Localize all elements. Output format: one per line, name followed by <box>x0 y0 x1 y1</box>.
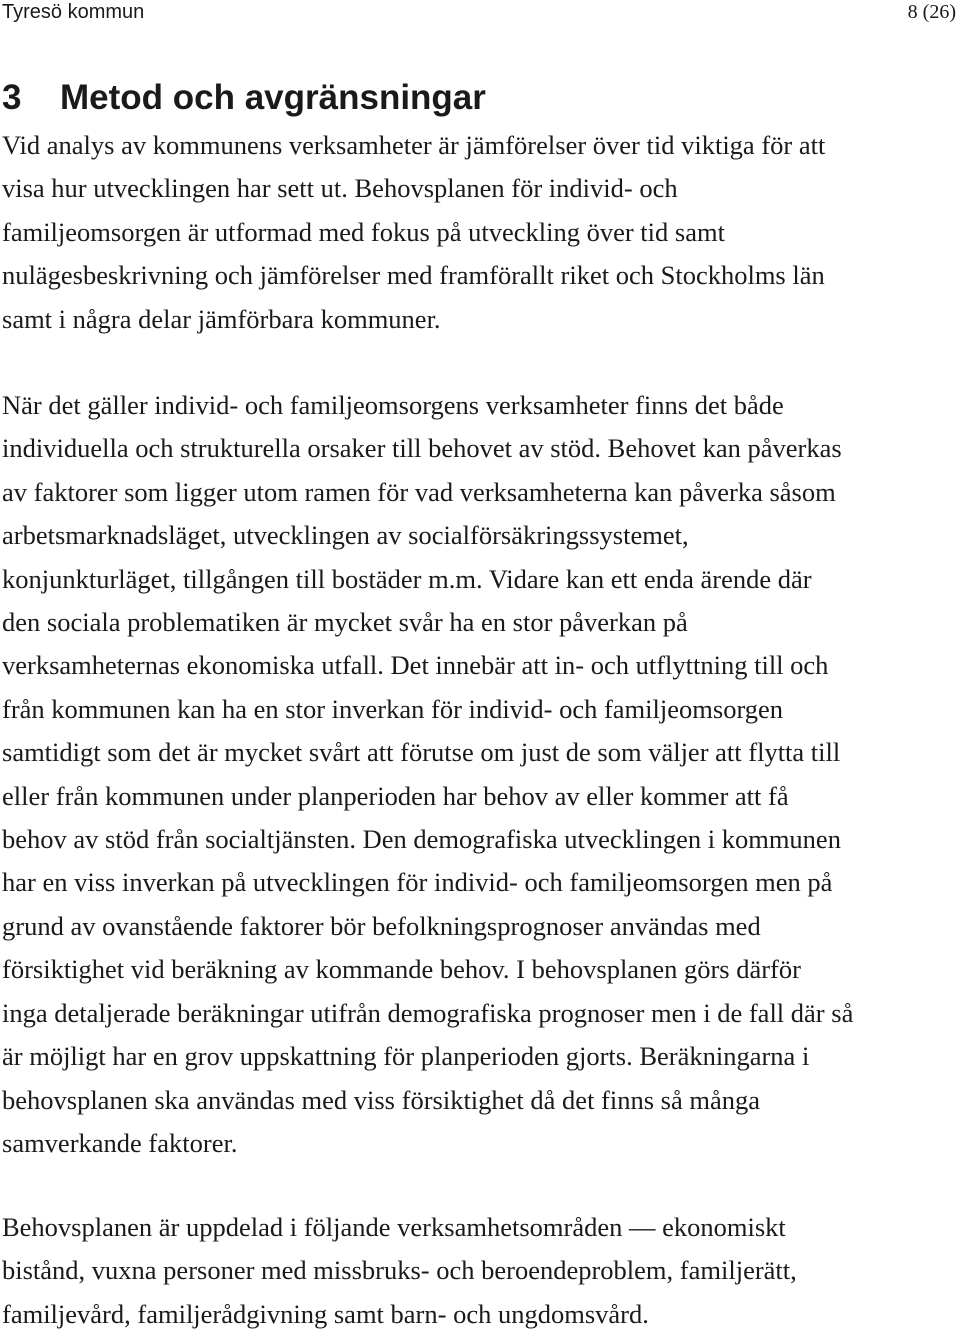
paragraph-line: familjeomsorgen är utformad med fokus på utveckling över tid samt <box>2 216 725 247</box>
paragraph-line: eller från kommunen under planperioden har behov av eller kommer att få <box>2 780 789 811</box>
paragraph-line: Vid analys av kommunens verksamheter är jämförelser över tid viktiga för att <box>2 130 826 160</box>
paragraph-line: försiktighet vid beräkning av kommande behov. I behovsplanen görs därför <box>2 954 801 985</box>
section-number: 3 <box>2 78 22 117</box>
section-title: Metod och avgränsningar <box>60 78 486 117</box>
paragraph-line: behov av stöd från socialtjänsten. Den demografiska utvecklingen i kommunen <box>2 824 841 855</box>
paragraph-line: från kommunen kan ha en stor inverkan för individ- och familjeomsorgen <box>2 693 784 724</box>
paragraph-line: är möjligt har en grov uppskattning för planperioden gjorts. Beräkningarna i <box>2 1041 810 1072</box>
paragraph-line: samverkande faktorer. <box>2 1127 238 1158</box>
paragraph-line: av faktorer som ligger utom ramen för vad verksamheterna kan påverka såsom <box>2 476 836 507</box>
header-page-number: 8 (26) <box>907 1 956 23</box>
paragraph-line: familjevård, familjerådgivning samt barn- och ungdomsvård. <box>2 1298 649 1329</box>
running-header <box>2 0 956 24</box>
paragraph-line: konjunkturläget, tillgången till bostäder m.m. Vidare kan ett enda ärende där <box>2 563 812 594</box>
paragraph-line: inga detaljerade beräkningar utifrån demografiska prognoser men i de fall där så <box>2 997 854 1028</box>
paragraph-line: samtidigt som det är mycket svårt att förutse om just de som väljer att flytta till <box>2 737 841 768</box>
paragraph-line: grund av ovanstående faktorer bör befolkningsprognoser användas med <box>2 910 761 941</box>
paragraph-line: visa hur utvecklingen har sett ut. Behovsplanen för individ- och <box>2 173 678 204</box>
paragraph-line: verksamheternas ekonomiska utfall. Det innebär att in- och utflyttning till och <box>2 650 829 681</box>
section-heading <box>2 72 486 124</box>
paragraph-method-intro <box>2 124 825 341</box>
paragraph-line: bistånd, vuxna personer med missbruks- och beroendeproblem, familjerätt, <box>2 1255 797 1286</box>
paragraph-line: har en viss inverkan på utvecklingen för individ- och familjeomsorgen men på <box>2 867 833 898</box>
paragraph-line: samt i några delar jämförbara kommuner. <box>2 303 441 334</box>
header-organization: Tyresö kommun <box>2 1 145 23</box>
paragraph-line: nulägesbeskrivning och jämförelser med framförallt riket och Stockholms län <box>2 260 825 291</box>
paragraph-areas <box>2 1206 797 1336</box>
paragraph-line: arbetsmarknadsläget, utvecklingen av socialförsäkringssystemet, <box>2 520 689 551</box>
paragraph-line: den sociala problematiken är mycket svår ha en stor påverkan på <box>2 607 688 638</box>
paragraph-causes <box>2 384 853 1165</box>
paragraph-line: behovsplanen ska användas med viss försiktighet då det finns så många <box>2 1084 761 1115</box>
paragraph-line: När det gäller individ- och familjeomsorgens verksamheter finns det både <box>2 390 784 420</box>
paragraph-line: Behovsplanen är uppdelad i följande verksamhetsområden — ekonomiskt <box>2 1212 786 1242</box>
paragraph-line: individuella och strukturella orsaker till behovet av stöd. Behovet kan påverkas <box>2 433 842 464</box>
